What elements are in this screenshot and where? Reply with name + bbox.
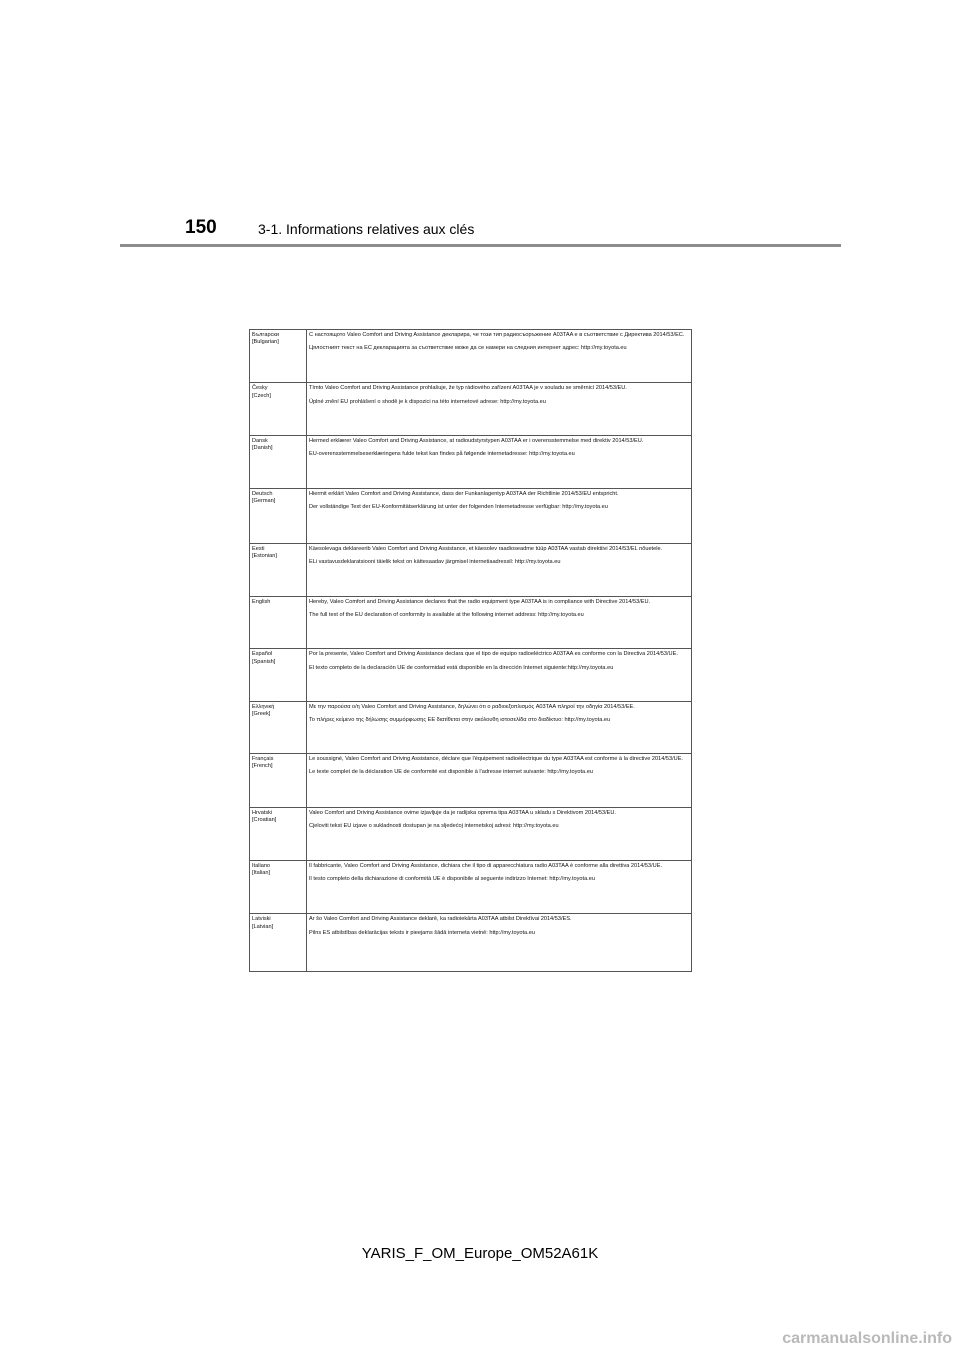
language-english-name: [Greek] [252,711,271,718]
declaration-statement: Il fabbricante, Valeo Comfort and Driving Assistance, dichiara che il tipo di apparecchiatura radio A03TAA è conforme alla direttiva 2014/53/UE. [309,863,663,870]
declaration-statement: Hereby, Valeo Comfort and Driving Assistance declares that the radio equipment type A03TAA is in compliance with Directive 2014/53/EU. [309,599,651,606]
declaration-text-cell [307,543,692,596]
table-row [250,861,692,914]
declaration-statement: Hermed erklærer Valeo Comfort and Driving Assistance, at radioudstyrstypen A03TAA er i overensstemmelse med direktiv 2014/53/EU. [309,437,644,444]
declaration-statement: Hiermit erklärt Valeo Comfort and Driving Assistance, dass der Funkanlagentyp A03TAA der Richtlinie 2014/53/EU entspricht. [309,491,619,498]
language-name: Dansk [252,437,268,444]
declaration-full-text: El texto completo de la declaración UE de conformidad está disponible en la dirección Internet siguiente:http://my.toyota.eu [309,664,614,671]
language-english-name: [German] [252,498,276,505]
language-name: Български [252,332,279,338]
language-cell [250,701,307,753]
header-rule [120,244,841,247]
declaration-full-text: The full text of the EU declaration of conformity is available at the following internet address: http://my.toyota.eu [309,612,584,619]
table-row [250,435,692,488]
table-row [250,330,692,383]
declaration-text-cell [307,489,692,543]
language-cell [250,649,307,701]
declaration-text-cell [307,597,692,649]
language-name: Deutsch [252,491,273,498]
declaration-text-cell [307,914,692,972]
declaration-full-text: Pilns ES atbilstības deklarācijas teksts ir pieejams šādā interneta vietnē: http://my.toyota.eu [309,929,535,936]
language-english-name: [Danish] [252,445,273,452]
watermark: carmanualsonline.info [782,1330,952,1347]
declaration-statement: Tímto Valeo Comfort and Driving Assistance prohlašuje, že typ rádiového zařízení A03TAA je v souladu se směrnicí 2014/53/EU. [309,385,627,392]
language-name: Eesti [252,545,265,552]
language-name: Latviski [252,916,271,923]
document-code: YARIS_F_OM_Europe_OM52A61K [361,1245,599,1262]
declaration-text-cell [307,754,692,807]
declaration-statement: Por la presente, Valeo Comfort and Driving Assistance declara que el tipo de equipo radioeléctrico A03TAA es conforme con la Directiva 2014/53/UE. [309,651,678,658]
declaration-full-text: Der vollständige Text der EU-Konformitätserklärung ist unter der folgenden Internetadresse verfügbar: http://my.toyota.eu [309,504,608,511]
language-cell [250,435,307,488]
declaration-text-cell [307,861,692,914]
table-row [250,914,692,972]
language-cell [250,861,307,914]
language-name: Ελληνική [252,703,275,710]
language-name: Italiano [252,863,271,870]
table-row [250,489,692,543]
language-cell [250,543,307,596]
language-cell [250,914,307,972]
table-row [250,807,692,860]
language-english-name: [French] [252,763,273,770]
language-english-name: [Italian] [252,870,271,877]
language-name: Français [252,756,274,763]
language-english-name: [Bulgarian] [252,339,279,346]
language-cell [250,489,307,543]
declaration-full-text: Il testo completo della dichiarazione di conformità UE è disponibile al seguente indirizzo Internet: http://my.toyota.eu [309,876,595,883]
language-english-name: [Croatian] [252,816,277,823]
declaration-full-text: Цялостният текст на ЕС декларацията за съответствие може да се намери на следния интернет адрес: http://my.toyota.eu [309,345,627,352]
table-row [250,543,692,596]
declaration-table-body [250,330,692,972]
declaration-text-cell [307,435,692,488]
language-cell [250,383,307,435]
table-row [250,597,692,649]
language-cell [250,597,307,649]
declaration-text-cell [307,330,692,383]
page-number: 150 [185,217,217,238]
declaration-text-cell [307,807,692,860]
declaration-text-cell [307,701,692,753]
declaration-full-text: ELi vastavusdeklaratsiooni täielik tekst on kättesaadav järgmisel internetiaadressil: http://my.toyota.eu [309,558,561,565]
language-cell [250,330,307,383]
table-row [250,383,692,435]
declaration-full-text: Το πλήρες κείμενο της δήλωσης συμμόρφωσης ΕΕ διατίθεται στην ακόλουθη ιστοσελίδα στο διαδίκτυο: http://my.toyota.eu [309,717,611,724]
declaration-text-cell [307,383,692,435]
declaration-text-cell [307,649,692,701]
declaration-full-text: Le texte complet de la déclaration UE de conformité est disponible à l'adresse internet suivante: http://my.toyota.eu [309,769,593,776]
language-english-name: [Latvian] [252,923,274,930]
language-name: English [252,599,271,606]
language-cell [250,754,307,807]
table-row [250,649,692,701]
declaration-full-text: EU-overensstemmelseserklæringens fulde tekst kan findes på følgende internetadresse: http://my.toyota.eu [309,451,575,458]
declaration-statement: Valeo Comfort and Driving Assistance ovime izjavljuje da je radijska oprema tipa A03TAA u skladu s Direktivom 2014/53/EU. [309,809,616,816]
declaration-table [249,329,692,972]
declaration-full-text: Úplné znění EU prohlášení o shodě je k dispozici na této internetové adrese: http://my.toyota.eu [309,398,546,405]
declaration-statement: С настоящото Valeo Comfort and Driving Assistance декларира, че този тип радиосъоръжение A03TAA е в съответствие с Директива 2014/53/ЕС. [309,332,685,338]
declaration-statement: Käesolevaga deklareerib Valeo Comfort and Driving Assistance, et käesolev raadioseadme tüüp A03TAA vastab direktiivi 2014/53/EL nõuetele. [309,545,663,552]
language-english-name: [Spanish] [252,658,276,665]
language-name: Hrvatski [252,809,273,816]
language-name: Español [252,651,273,658]
declaration-statement: Le soussigné, Valeo Comfort and Driving Assistance, déclare que l'équipement radioélectrique du type A03TAA est conforme à la directive 2014/53/UE. [309,756,683,763]
table-row [250,701,692,753]
language-english-name: [Czech] [252,392,271,399]
language-cell [250,807,307,860]
declaration-statement: Με την παρούσα ο/η Valeo Comfort and Driving Assistance, δηλώνει ότι ο ραδιοεξοπλισμός A03TAA πληροί την οδηγία 2014/53/ΕΕ. [309,703,635,710]
declaration-full-text: Cjeloviti tekst EU izjave o sukladnosti dostupan je na sljedećoj internetskoj adresi: http://my.toyota.eu [309,822,559,829]
declaration-statement: Ar šo Valeo Comfort and Driving Assistance deklarē, ka radioiekārta A03TAA atbilst Direktīvai 2014/53/ES. [309,916,572,923]
language-english-name: [Estonian] [252,552,277,559]
table-row [250,754,692,807]
section-title: 3-1. Informations relatives aux clés [258,221,475,237]
language-name: Česky [252,385,268,392]
